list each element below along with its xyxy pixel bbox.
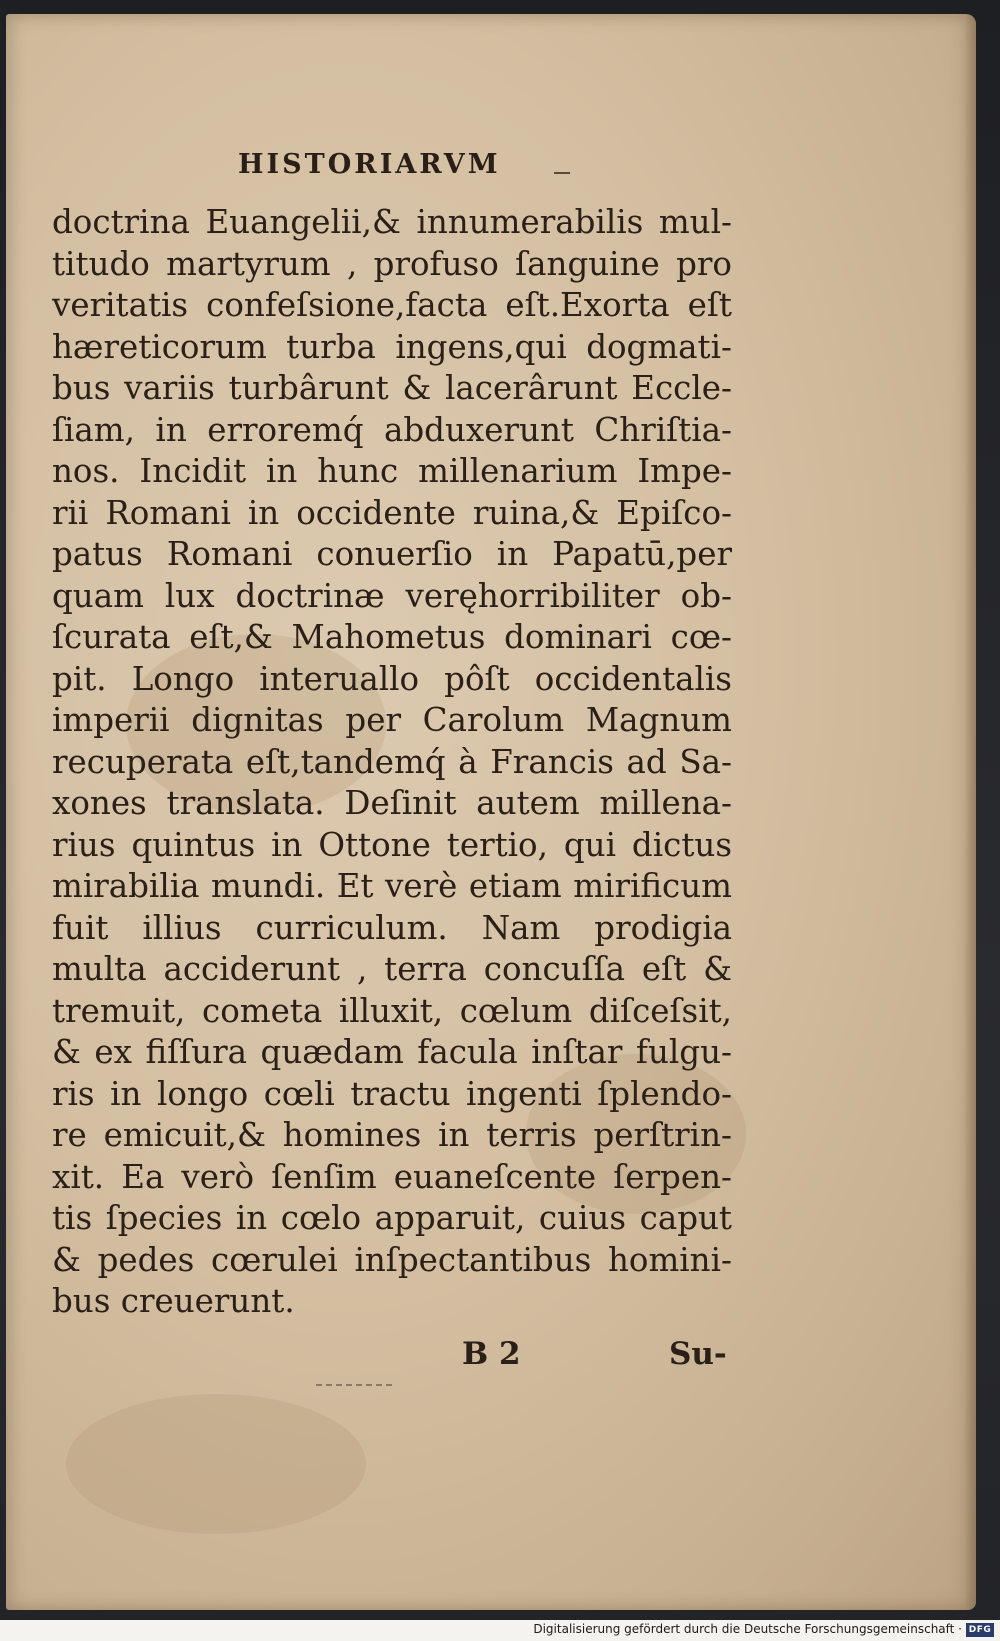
- text-line: xit. Ea verò ſenſim euaneſcente ſerpen-: [52, 1157, 732, 1196]
- book-page: [6, 14, 976, 1610]
- text-line: bus creuerunt.: [52, 1282, 295, 1320]
- text-line: doctrina Euangelii,& innumerabilis mul-: [52, 203, 732, 241]
- text-line: imperii dignitas per Carolum Magnum: [52, 701, 732, 739]
- dfg-logo-icon: DFG: [966, 1623, 994, 1637]
- body-text: [52, 202, 732, 1323]
- text-line: hæreticorum turba ingens,qui dogmati-: [52, 327, 732, 366]
- text-line: fuit illius curriculum. Nam prodigia: [52, 908, 732, 947]
- text-line: xones translata. Deſinit autem millena-: [52, 784, 732, 822]
- text-line: rius quintus in Ottone tertio, qui dictus: [52, 825, 732, 864]
- text-line: veritatis confeſsione,facta eſt.Exorta eſt: [52, 286, 732, 324]
- text-line: bus variis turbârunt & lacerârunt Eccle-: [52, 369, 732, 407]
- text-line: multa acciderunt , terra concuſſa eſt &: [52, 950, 732, 988]
- credit-bar: [0, 1620, 1000, 1641]
- page-edge-shading: [964, 14, 976, 1610]
- funding-credit: Digitalisierung gefördert durch die Deutsche Forschungsgemeinschaft ·: [533, 1622, 962, 1636]
- running-head: HISTORIARVM: [238, 149, 501, 180]
- footer-rule: [316, 1384, 392, 1388]
- text-line: pit. Longo interuallo pôſt occidentalis: [52, 659, 732, 698]
- catchword: Su-: [669, 1336, 727, 1372]
- text-line: titudo martyrum , profuso ſanguine pro: [52, 244, 732, 283]
- text-line: & pedes cœrulei inſpectantibus homini-: [52, 1240, 732, 1279]
- text-line: rii Romani in occidente ruina,& Epiſco-: [52, 493, 732, 532]
- paper-stain: [66, 1394, 366, 1534]
- text-line: tis ſpecies in cœlo apparuit, cuius caput: [52, 1199, 732, 1237]
- text-line: tremuit, cometa illuxit, cœlum diſceſsit,: [52, 991, 732, 1030]
- text-line: & ex fiſſura quædam facula inſtar fulgu-: [52, 1033, 732, 1071]
- text-line: quam lux doctrinæ veręhorribiliter ob-: [52, 576, 732, 615]
- text-line: recuperata eſt,tandemq́ à Francis ad Sa-: [52, 742, 732, 781]
- text-line: re emicuit,& homines in terris perſtrin-: [52, 1116, 732, 1154]
- text-line: ſcurata eſt,& Mahometus dominari cœ-: [52, 618, 732, 656]
- text-line: ſiam, in erroremq́ abduxerunt Chriſtia-: [52, 410, 732, 449]
- text-line: mirabilia mundi. Et verè etiam mirificum: [52, 867, 732, 905]
- text-line: ris in longo cœli tractu ingenti ſplendo-: [52, 1074, 732, 1113]
- text-line: nos. Incidit in hunc millenarium Impe-: [52, 452, 732, 490]
- running-head-ornament: [554, 172, 570, 174]
- signature-mark: B 2: [462, 1336, 521, 1372]
- text-line: patus Romani conuerſio in Papatū,per: [52, 535, 732, 573]
